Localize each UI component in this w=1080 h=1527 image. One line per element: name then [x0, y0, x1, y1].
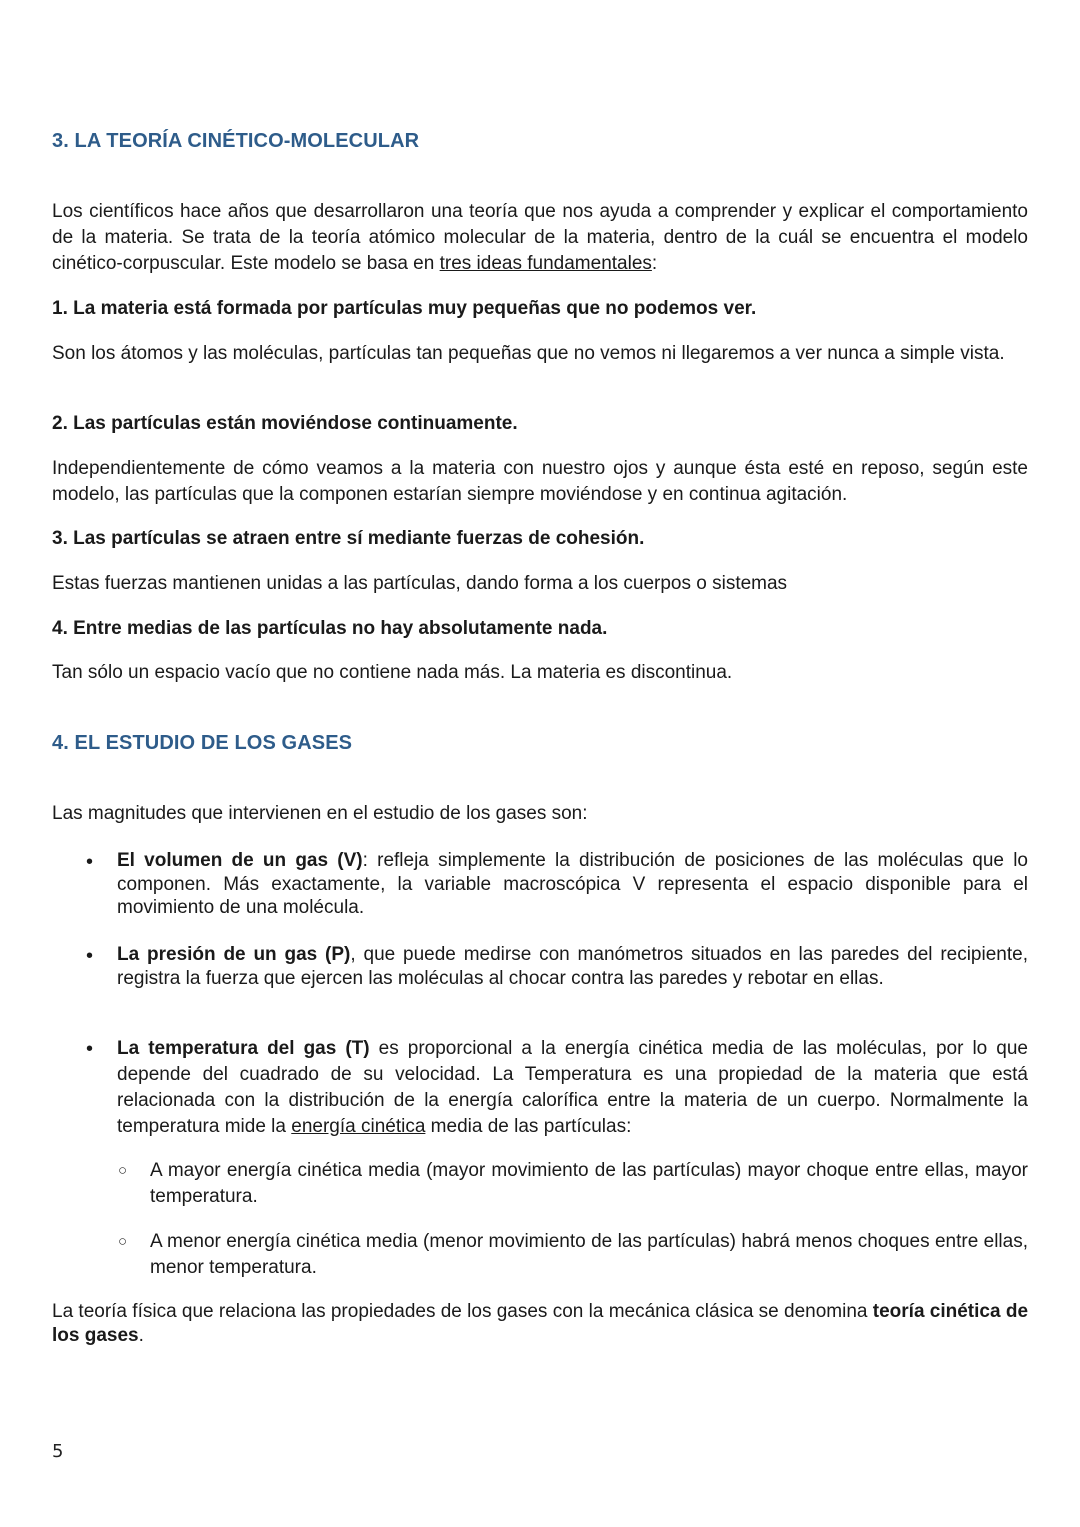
sub-bullet-higher-text: A mayor energía cinética media (mayor movimiento de las partículas) mayor choque entre ellas, mayor temperatura.	[150, 1160, 1028, 1207]
bullet-pressure-body: , que puede medirse con manómetros situados en las paredes del recipiente, registra la fuerza que ejercen las moléculas al chocar contra las paredes y rebotar en ellas.	[117, 944, 1028, 989]
section-4-title: 4. EL ESTUDIO DE LOS GASES	[52, 732, 353, 754]
bullet-volume-body: : refleja simplemente la distribución de posiciones de las moléculas que lo componen. Más exactamente, la variable macroscópica V representa el espacio disponible para el movimiento de una molécula.	[117, 850, 1029, 918]
bullet-icon: •	[86, 945, 94, 967]
bullet-pressure-lead: La presión de un gas (P)	[117, 944, 351, 965]
bullet-temperature-tail: media de las partículas:	[425, 1116, 632, 1137]
sub-bullet-lower-text: A menor energía cinética media (menor movimiento de las partículas) habrá menos choques entre ellas, menor temperatura.	[150, 1231, 1028, 1278]
closing-bold-term: teoría cinética de los gases	[52, 1301, 1029, 1346]
circle-bullet-icon: ○	[118, 1233, 128, 1250]
section-3-intro	[52, 199, 1028, 277]
section-4-intro: Las magnitudes que intervienen en el estudio de los gases son:	[52, 803, 588, 824]
idea-1-heading: 1. La materia está formada por partículas muy pequeñas que no podemos ver.	[52, 298, 757, 319]
idea-1-body: Son los átomos y las moléculas, partículas tan pequeñas que no vemos ni llegaremos a ver nunca a simple vista.	[52, 343, 1005, 364]
bullet-temperature-body: es proporcional a la energía cinética media de las moléculas, por lo que depende del cuadrado de su velocidad. La Temperatura es una propiedad de la materia que está relacionada con la distribución de la energía calorífica entre la materia de un cuerpo. Normalmente la temperatura mide la	[117, 1038, 1028, 1137]
intro-colon: :	[651, 253, 658, 274]
kinetic-energy-link-text: energía cinética	[291, 1116, 426, 1137]
idea-4-heading: 4. Entre medias de las partículas no hay absolutamente nada.	[52, 618, 608, 639]
closing-period: .	[138, 1325, 144, 1346]
bullet-volume-text	[117, 849, 1028, 920]
closing-text: La teoría física que relaciona las propiedades de los gases con la mecánica clásica se denomina	[52, 1301, 873, 1322]
bullet-pressure-text	[117, 943, 1028, 990]
page-number: 5	[52, 1441, 64, 1462]
intro-text: Los científicos hace años que desarrollaron una teoría que nos ayuda a comprender y explicar el comportamiento de la materia. Se trata de la teoría atómico molecular de la materia, dentro de la cuál se encuentra el modelo cinético-corpuscular. Este modelo se basa en	[52, 201, 1028, 274]
circle-bullet-icon: ○	[118, 1162, 128, 1179]
idea-2-heading: 2. Las partículas están moviéndose continuamente.	[52, 413, 518, 434]
bullet-temperature-text	[117, 1036, 1028, 1140]
idea-3-body: Estas fuerzas mantienen unidas a las partículas, dando forma a los cuerpos o sistemas	[52, 573, 788, 594]
idea-4-body: Tan sólo un espacio vacío que no contiene nada más. La materia es discontinua.	[52, 662, 733, 683]
ideas-link-text: tres ideas fundamentales	[439, 253, 652, 274]
idea-2-body: Independientemente de cómo veamos a la materia con nuestro ojos y aunque ésta esté en reposo, según este modelo, las partículas que la componen estarían siempre moviéndose y en continua agitación.	[52, 458, 1028, 505]
idea-3-heading: 3. Las partículas se atraen entre sí mediante fuerzas de cohesión.	[52, 528, 645, 549]
bullet-icon: •	[86, 1038, 94, 1060]
closing-paragraph	[52, 1300, 1028, 1348]
bullet-temperature-lead: La temperatura del gas (T)	[117, 1038, 370, 1059]
section-3-title: 3. LA TEORÍA CINÉTICO-MOLECULAR	[52, 130, 420, 152]
bullet-volume-lead: El volumen de un gas (V)	[117, 850, 363, 871]
bullet-icon: •	[86, 851, 94, 873]
